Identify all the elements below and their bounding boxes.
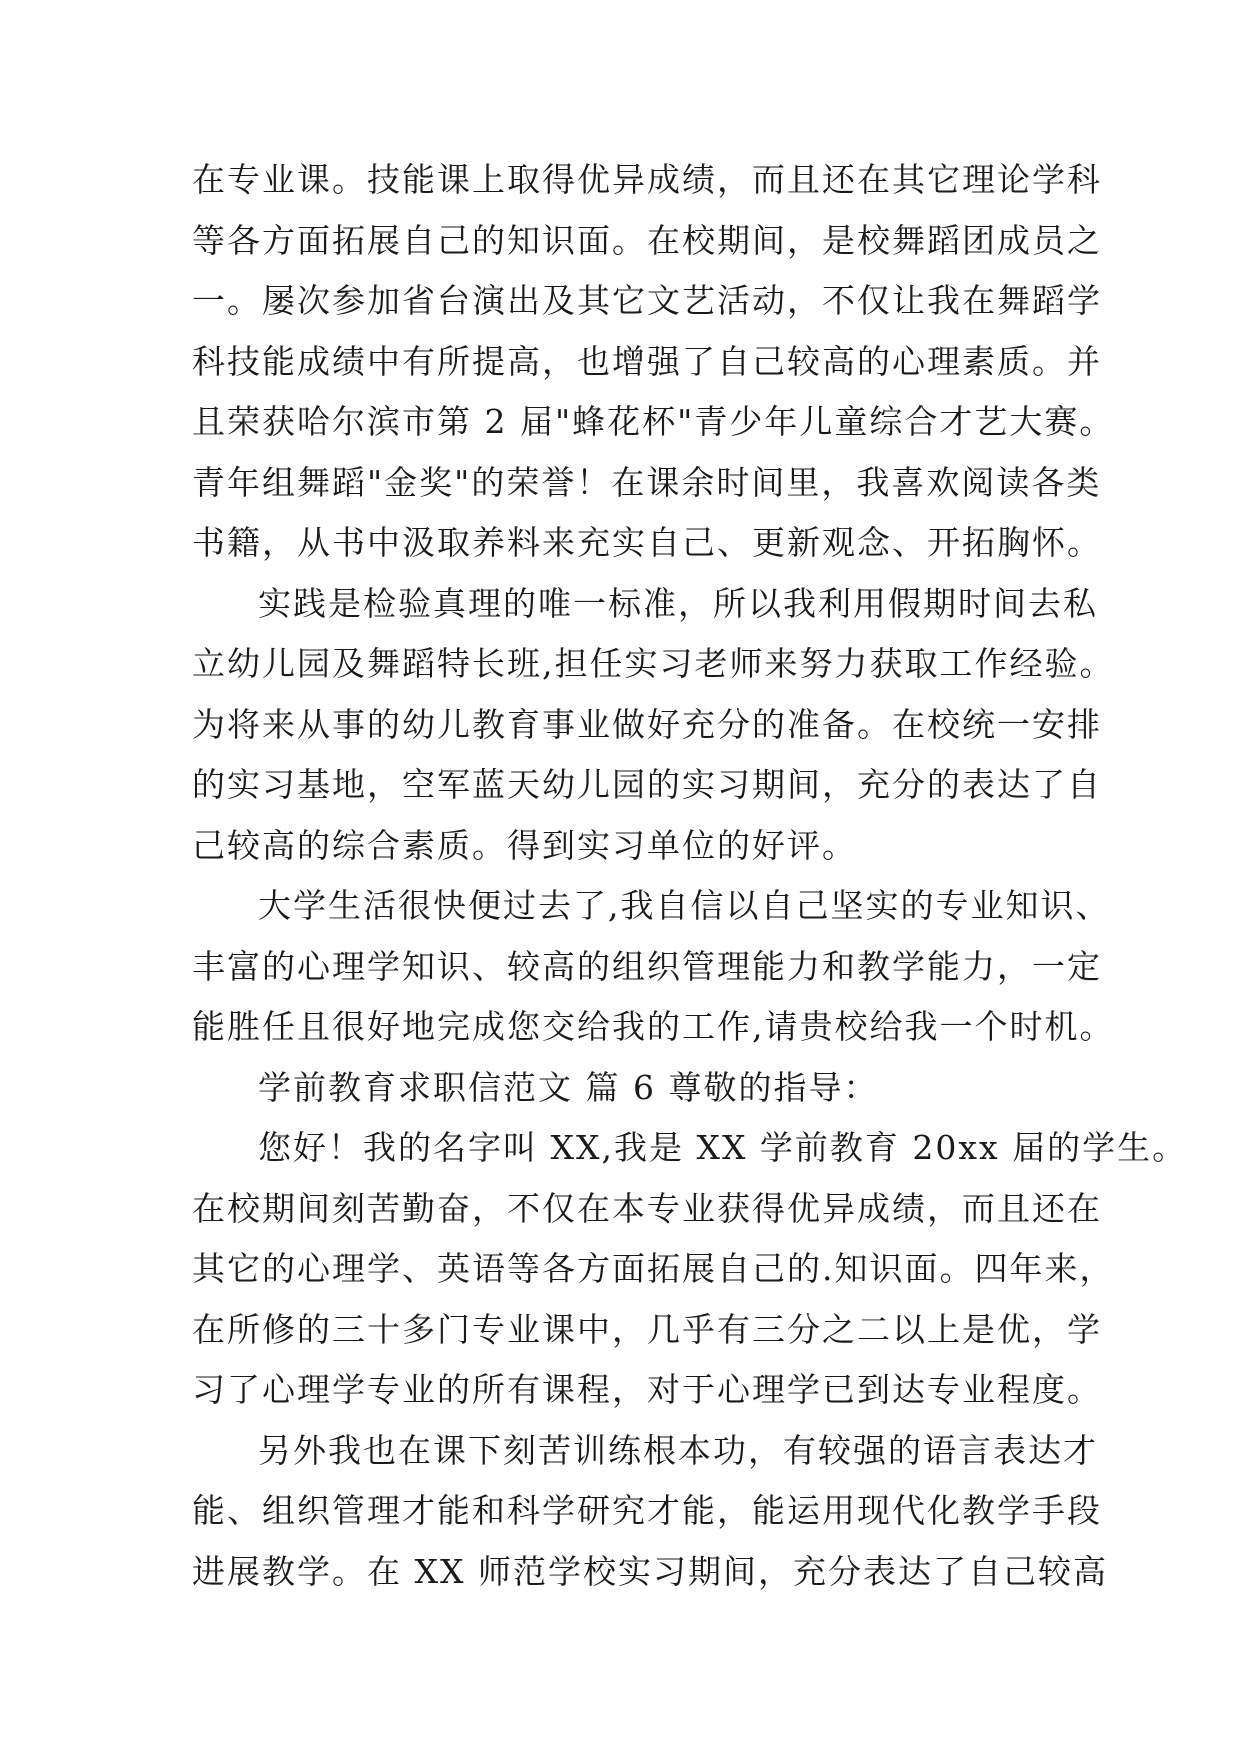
body-text — [192, 150, 1188, 1602]
text-line: 书籍，从书中汲取养料来充实自己、更新观念、开拓胸怀。 — [192, 523, 1102, 562]
text-line: 在所修的三十多门专业课中，几乎有三分之二以上是优，学 — [192, 1309, 1102, 1349]
text-line: 实践是检验真理的唯一标准，所以我利用假期时间去私 — [258, 583, 1098, 623]
text-line: 能胜任且很好地完成您交给我的工作,请贵校给我一个时机。 — [192, 1007, 1115, 1046]
text-line: 且荣获哈尔滨市第 2 届"蜂花杯"青少年儿童综合才艺大赛。 — [192, 402, 1115, 441]
text-line: 您好！我的名字叫 XX,我是 XX 学前教育 20xx 届的学生。 — [258, 1128, 1188, 1167]
text-line: 一。屡次参加省台演出及其它文艺活动，不仅让我在舞蹈学 — [192, 281, 1102, 320]
text-line: 青年组舞蹈"金奖"的荣誉！在课余时间里，我喜欢阅读各类 — [192, 462, 1102, 502]
text-line: 丰富的心理学知识、较高的组织管理能力和教学能力，一定 — [192, 946, 1102, 986]
text-line: 在校期间刻苦勤奋，不仅在本专业获得优异成绩，而且还在 — [192, 1188, 1102, 1228]
text-line: 立幼儿园及舞蹈特长班,担任实习老师来努力获取工作经验。 — [192, 644, 1115, 683]
text-line: 学前教育求职信范文 篇 6 尊敬的指导： — [258, 1067, 879, 1107]
text-line: 等各方面拓展自己的知识面。在校期间，是校舞蹈团成员之 — [192, 220, 1102, 260]
text-line: 科技能成绩中有所提高，也增强了自己较高的心理素质。并 — [192, 341, 1102, 381]
text-line: 在专业课。技能课上取得优异成绩，而且还在其它理论学科 — [192, 160, 1102, 199]
text-line: 进展教学。在 XX 师范学校实习期间，充分表达了自己较高 — [192, 1551, 1108, 1591]
text-line: 为将来从事的幼儿教育事业做好充分的准备。在校统一安排 — [192, 704, 1102, 744]
text-line: 习了心理学专业的所有课程，对于心理学已到达专业程度。 — [192, 1370, 1102, 1409]
text-line: 大学生活很快便过去了,我自信以自己坚实的专业知识、 — [258, 886, 1111, 925]
text-line: 的实习基地，空军蓝天幼儿园的实习期间，充分的表达了自 — [192, 765, 1102, 804]
text-line: 能、组织管理才能和科学研究才能，能运用现代化教学手段 — [192, 1491, 1102, 1530]
text-line: 己较高的综合素质。得到实习单位的好评。 — [192, 825, 857, 865]
text-line: 其它的心理学、英语等各方面拓展自己的.知识面。四年来， — [192, 1249, 1115, 1288]
text-line: 另外我也在课下刻苦训练根本功，有较强的语言表达才 — [258, 1430, 1098, 1470]
